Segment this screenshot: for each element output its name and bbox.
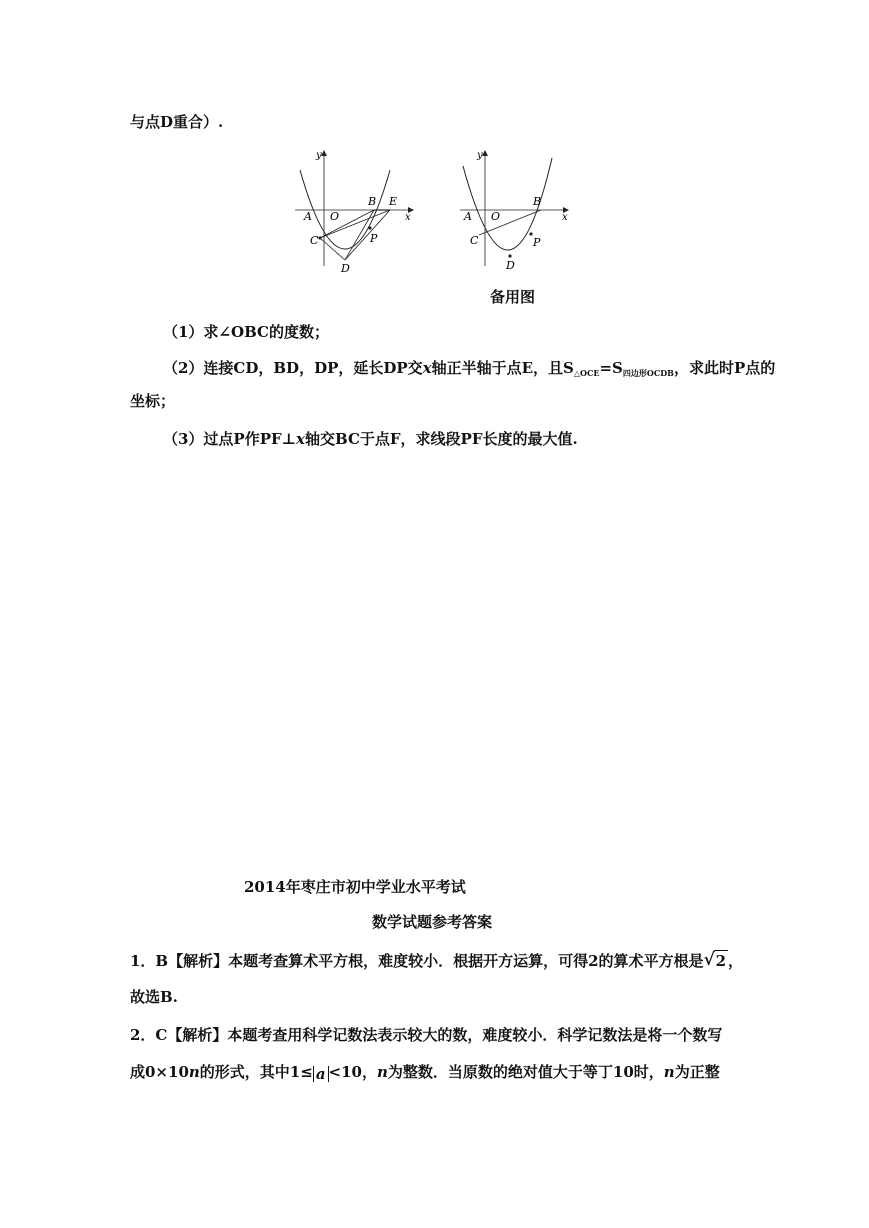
q2-x: x [422,359,432,377]
point-d [508,254,511,257]
answer-title-1: 2014年枣庄市初中学业水平考试 [244,878,466,896]
label-e: E [389,195,398,208]
top-fragment: 与点D重合）. [130,113,224,131]
y-axis-arrow [482,150,488,156]
q2-sub-1: △OCE [573,368,600,378]
a1-text-b: ， [728,952,744,970]
label-d: D [341,262,350,275]
label-y: y [477,150,483,161]
a2-text-b: 的形式，其中1≤ [199,1063,313,1081]
answer-1-line-2: 故选B. [130,988,178,1006]
a2-abs: a [313,1066,329,1082]
a2-n2: n [377,1063,388,1081]
label-a: A [304,210,312,223]
label-c: C [470,234,479,247]
question-2-line-1 [163,358,775,383]
label-d: D [506,259,515,272]
sqrt-2: √ 2 [703,950,726,970]
q2-sub-2: 四边形OCDB [622,368,674,378]
q2-text-a: （2）连接CD，BD，DP，延长DP交 [163,359,423,377]
figure-caption: 备用图 [490,288,536,306]
a2-text-e: 为正整 [674,1063,720,1081]
point-p [368,226,371,229]
answer-title-2: 数学试题参考答案 [372,913,493,931]
q2-text-c: =S [599,359,623,377]
parabola-figure-2 [455,148,580,273]
label-a: A [464,210,472,223]
answer-2-line-2 [130,1062,720,1082]
q2-text-d: ，求此时P点的 [673,359,776,377]
segment-cb [479,210,541,235]
label-x: x [405,212,411,223]
segment-de [345,210,390,260]
a1-text-a: 1．B【解析】本题考查算术平方根，难度较小．根据开方运算，可得2的算术平方根是 [130,952,704,970]
answer-1-line-1 [130,950,743,971]
a2-n3: n [663,1063,675,1081]
y-axis-arrow [321,150,327,156]
answer-2-line-1: 2．C【解析】本题考查用科学记数法表示较大的数，难度较小．科学记数法是将一个数写 [130,1026,723,1044]
point-c [318,236,321,239]
question-3 [163,429,578,449]
label-c: C [310,234,319,247]
label-y: y [316,150,322,161]
label-x: x [562,212,568,223]
question-2-line-2: 坐标； [130,392,176,410]
label-o: O [491,210,501,223]
a2-text-c: <10， [328,1063,377,1081]
label-b: B [368,195,377,208]
a2-text-a: 成0×10 [130,1063,189,1081]
label-o: O [330,210,340,223]
a2-text-d: 为整数．当原数的绝对值大于等丁10时， [387,1063,664,1081]
q2-text-b: 轴正半轴于点E，且S [431,359,574,377]
q3-x: x [296,430,305,448]
label-p: P [533,236,541,249]
label-b: B [533,195,542,208]
label-p: P [370,232,378,245]
parabola-figure-1 [290,148,420,273]
a2-n: n [188,1063,200,1081]
question-1: （1）求∠OBC的度数； [163,323,329,341]
q3-text-b: 轴交BC于点F，求线段PF长度的最大值. [305,430,578,448]
q3-text-a: （3）过点P作PF⊥ [163,430,297,448]
